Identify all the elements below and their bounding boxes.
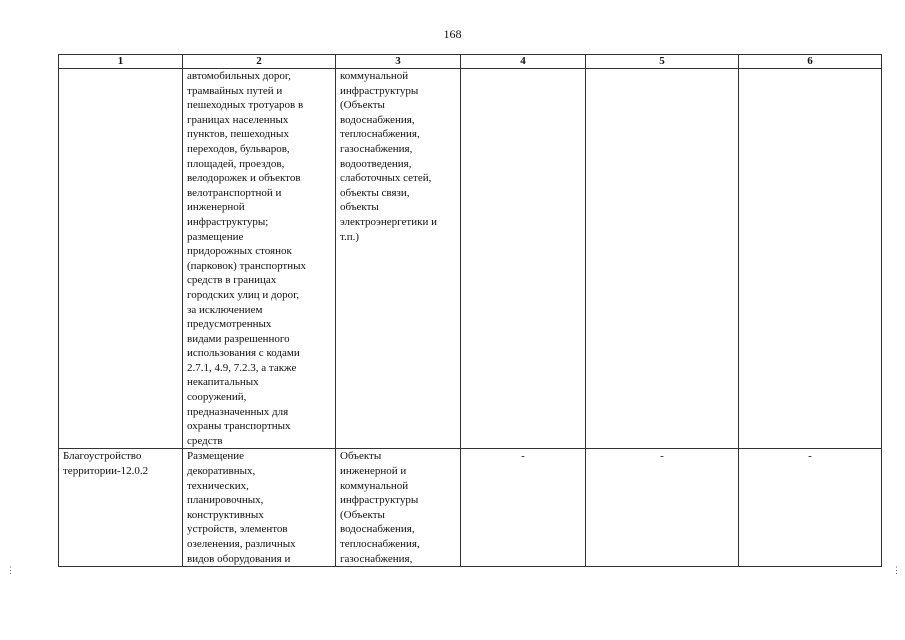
column-header-6: 6 [739, 55, 882, 69]
row1-description: автомобильных дорог, трамвайных путей и пешеходных тротуаров в границах населенных пунктов, пешеходных переходов, бульваров, площадей, проездов, велодорожек и объектов велотранспортной и инженерной инфраструктуры; размещение придорожных стоянок (парковок) транспортных средств в границах городских улиц и дорог, за исключением предусмотренных видами разрешенного использования с кодами 2.7.1, 4.9, 7.2.3, а также некапитальных сооружений, предназначенных для охраны транспортных средств [183, 69, 336, 449]
left-edge-mark: ⋮ [6, 565, 15, 575]
column-header-2: 2 [183, 55, 336, 69]
column-header-3: 3 [336, 55, 461, 69]
page-number: 168 [443, 27, 462, 41]
regulations-table [58, 54, 882, 567]
row1-col6 [739, 69, 882, 449]
row2-col6: - [739, 449, 882, 567]
row1-use-type [59, 69, 183, 449]
row2-col5: - [586, 449, 739, 567]
column-header-5: 5 [586, 55, 739, 69]
row2-use-type: Благоустройство территории-12.0.2 [59, 449, 183, 567]
table-row [59, 69, 882, 449]
row2-objects: Объекты инженерной и коммунальной инфраструктуры (Объекты водоснабжения, теплоснабжения, газоснабжения, [336, 449, 461, 567]
table-row [59, 449, 882, 567]
row2-col4: - [461, 449, 586, 567]
row1-objects: коммунальной инфраструктуры (Объекты водоснабжения, теплоснабжения, газоснабжения, водоотведения, слаботочных сетей, объекты связи, объекты электроэнергетики и т.п.) [336, 69, 461, 449]
row1-col4 [461, 69, 586, 449]
row2-description: Размещение декоративных, технических, планировочных, конструктивных устройств, элементов озеленения, различных видов оборудования и [183, 449, 336, 567]
column-header-4: 4 [461, 55, 586, 69]
right-edge-mark: ⋮ [892, 565, 901, 575]
column-header-1: 1 [59, 55, 183, 69]
table-header-row [59, 55, 882, 69]
row1-col5 [586, 69, 739, 449]
